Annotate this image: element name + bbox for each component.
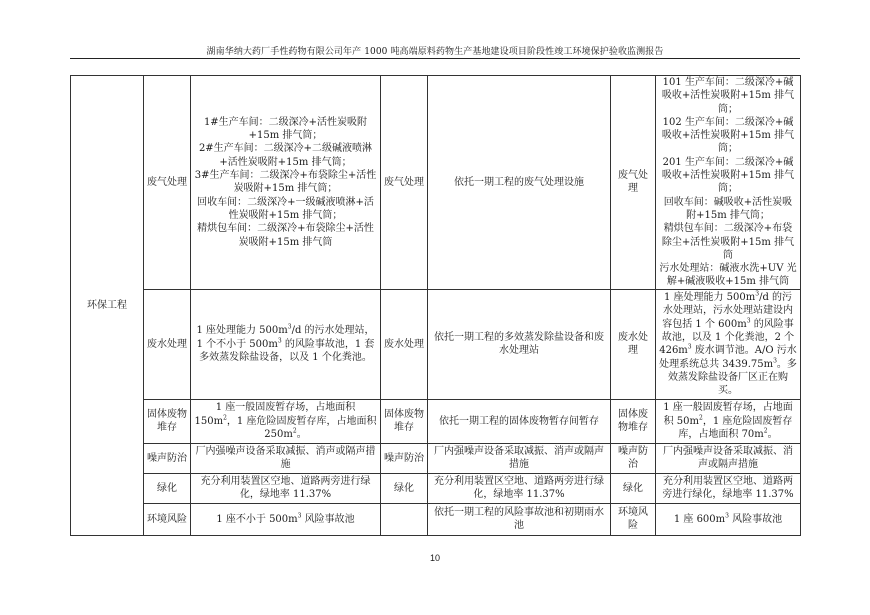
actual-measure-cell: 101 生产车间：二级深冷+碱吸收+活性炭吸附+15m 排气筒； 102 生产车间：二级深冷+碱吸收+活性炭吸附+15m 排气筒； 201 生产车间：二级深冷+碱吸收+活性炭吸附+15m 排气筒； 回收车间：碱吸收+活性炭吸附+15m 排气筒； 精烘包车间：二级深冷+布袋除尘+活性炭吸附+15m 排气筒 污水处理站：碱液水洗+UV 光解+碱液吸收+15m 排气筒 xyxy=(656,76,801,290)
item-cell: 废水处理 xyxy=(144,289,191,399)
item-cell: 绿化 xyxy=(144,473,191,503)
category-cell: 环保工程 xyxy=(71,76,144,536)
environmental-engineering-table xyxy=(70,75,801,536)
header-rule xyxy=(70,58,800,59)
item-cell: 绿化 xyxy=(611,473,656,503)
item-cell: 绿化 xyxy=(381,473,428,503)
item-cell: 废气处理 xyxy=(381,76,428,290)
item-cell: 噪声防治 xyxy=(611,443,656,473)
item-cell: 环境风险 xyxy=(144,503,191,535)
actual-measure-cell: 厂内强噪声设备采取减振、消声或隔声措施 xyxy=(656,443,801,473)
planned-measure-cell: 1 座一般固废暂存场，占地面积 $150m^2$，1 座危险固废暂存库，占地面积 $250m^2$。 xyxy=(191,399,381,443)
item-cell: 固体废物堆存 xyxy=(381,399,428,443)
relied-facility-cell: 充分利用装置区空地、道路两旁进行绿化，绿地率 11.37% xyxy=(428,473,611,503)
item-cell: 固体废物堆存 xyxy=(611,399,656,443)
table-row-waste-gas xyxy=(71,76,801,290)
table-row-greening xyxy=(71,473,801,503)
planned-measure-cell: 1#生产车间：二级深冷+活性炭吸附+15m 排气筒； 2#生产车间：二级深冷+二级碱液喷淋+活性炭吸附+15m 排气筒； 3#生产车间：二级深冷+布袋除尘+活性炭吸附+15m 排气筒； 回收车间：二级深冷+一级碱液喷淋+活性炭吸附+15m 排气筒； 精烘包车间：二级深冷+布袋除尘+活性炭吸附+15m 排气筒 xyxy=(191,76,381,290)
item-cell: 废气处理 xyxy=(144,76,191,290)
table-row-solid-waste xyxy=(71,399,801,443)
table-row-wastewater xyxy=(71,289,801,399)
table-row-noise xyxy=(71,443,801,473)
relied-facility-cell: 依托一期工程的多效蒸发除盐设备和废水处理站 xyxy=(428,289,611,399)
report-header: 湖南华纳大药厂手性药物有限公司年产 1000 吨高端原料药物生产基地建设项目阶段性竣工环境保护验收监测报告 xyxy=(206,47,664,57)
item-cell: 噪声防治 xyxy=(381,443,428,473)
relied-facility-cell: 厂内强噪声设备采取减振、消声或隔声措施 xyxy=(428,443,611,473)
table-row-env-risk xyxy=(71,503,801,535)
planned-measure-cell: 充分利用装置区空地、道路两旁进行绿化，绿地率 11.37% xyxy=(191,473,381,503)
item-cell: 环境风险 xyxy=(611,503,656,535)
planned-measure-cell: 1 座不小于 $500m^3$ 风险事故池 xyxy=(191,503,381,535)
item-cell: 废气处理 xyxy=(611,76,656,290)
item-cell: 噪声防治 xyxy=(144,443,191,473)
relied-facility-cell: 依托一期工程的风险事故池和初期雨水池 xyxy=(428,503,611,535)
actual-measure-cell: 1 座处理能力 $500m^3/d$ 的污水处理站，污水处理站建设内容包括 1 个 $600m^3$ 的风险事故池，以及 1 个化粪池，2 个 $426m^3$ 废水调节池。A/O 污水处理系统总共 $3439.75m^3$。多效蒸发除盐设备厂区正在购买。 xyxy=(656,289,801,399)
planned-measure-cell: 厂内强噪声设备采取减振、消声或隔声措施 xyxy=(191,443,381,473)
actual-measure-cell: 1 座 $600m^3$ 风险事故池 xyxy=(656,503,801,535)
item-cell: 废水处理 xyxy=(611,289,656,399)
item-cell: 废水处理 xyxy=(381,289,428,399)
item-cell: 固体废物堆存 xyxy=(144,399,191,443)
planned-measure-cell: 1 座处理能力 $500m^3/d$ 的污水处理站，1 个不小于 $500m^3$ 的风险事故池，1 套多效蒸发除盐设备，以及 1 个化粪池。 xyxy=(191,289,381,399)
item-cell xyxy=(381,503,428,535)
actual-measure-cell: 1 座一般固废暂存场，占地面积 $50m^2$，1 座危险固废暂存库，占地面积 $70m^2$。 xyxy=(656,399,801,443)
relied-facility-cell: 依托一期工程的废气处理设施 xyxy=(428,76,611,290)
page-number: 10 xyxy=(429,553,440,563)
relied-facility-cell: 依托一期工程的固体废物暂存间暂存 xyxy=(428,399,611,443)
actual-measure-cell: 充分利用装置区空地、道路两旁进行绿化，绿地率 11.37% xyxy=(656,473,801,503)
